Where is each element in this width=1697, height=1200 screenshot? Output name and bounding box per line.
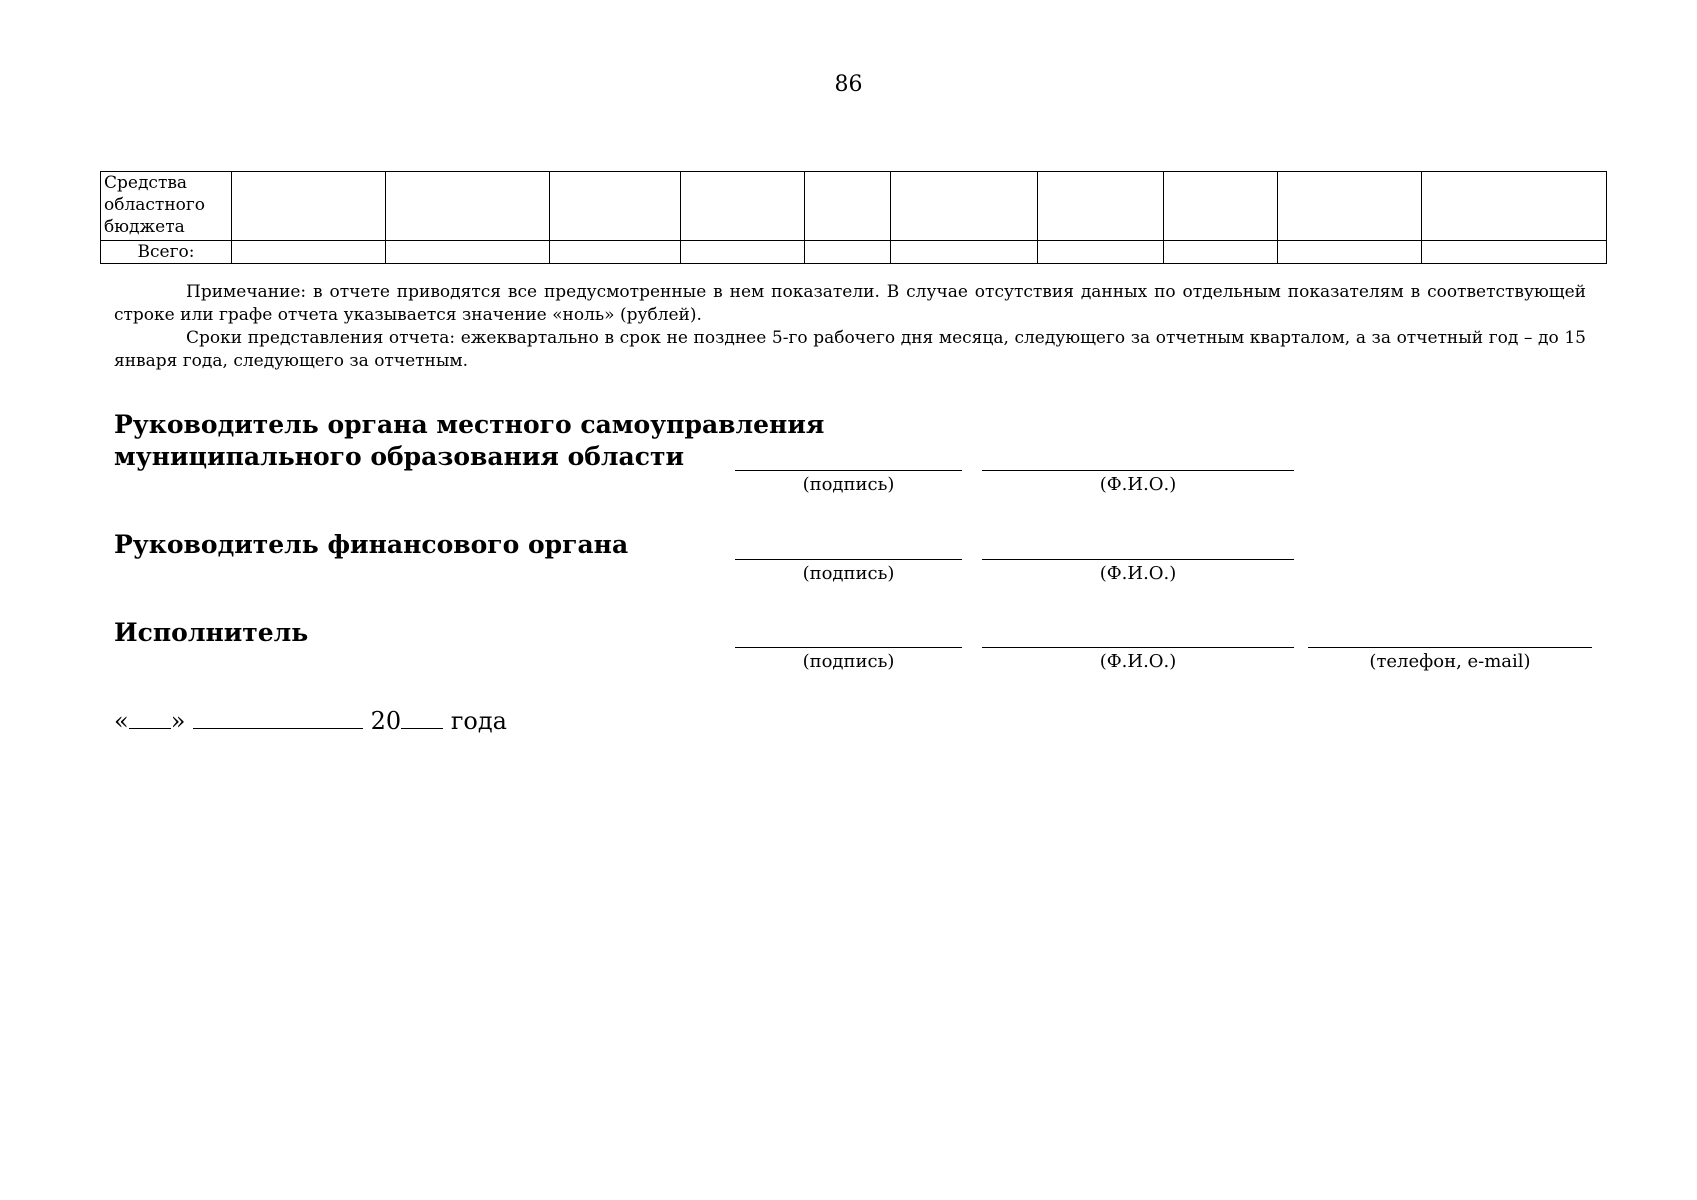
year-blank[interactable]: [401, 708, 443, 729]
table-cell: [805, 241, 891, 264]
deadline-paragraph: Сроки представления отчета: ежеквартально в срок не позднее 5-го рабочего дня месяца, следующего за отчетным кварталом, а за отчетный год – до 15 января года, следующего за отчетным.: [114, 328, 1586, 371]
executor-title: Исполнитель: [114, 618, 309, 647]
page-number: 86: [834, 72, 863, 97]
signature-line[interactable]: [735, 559, 962, 560]
table-cell: [1422, 241, 1607, 264]
table-cell: [1038, 172, 1164, 241]
table-cell: [891, 172, 1038, 241]
signature-caption: (подпись): [802, 474, 895, 495]
table-row: [101, 241, 1607, 264]
date-year-word: года: [450, 707, 507, 735]
row-label-total: Всего:: [101, 241, 232, 264]
table-row: [101, 172, 1607, 241]
signature-line[interactable]: [735, 470, 962, 471]
note-paragraph: Примечание: в отчете приводятся все предусмотренные в нем показатели. В случае отсутствия данных по отдельным показателям в соответствующей строке или графе отчета указывается значение «ноль» (рублей).: [114, 282, 1586, 325]
row-label-regional-budget: Средства областного бюджета: [101, 172, 232, 241]
table-cell: [550, 241, 681, 264]
signature-caption: (подпись): [802, 563, 895, 584]
signature-caption: (подпись): [802, 651, 895, 672]
date-line: [114, 707, 507, 735]
name-line[interactable]: [982, 647, 1294, 648]
table-cell: [1278, 241, 1422, 264]
table-cell: [1164, 241, 1278, 264]
table-cell: [681, 172, 805, 241]
table-cell: [550, 172, 681, 241]
head-of-municipality-title: Руководитель органа местного самоуправления муниципального образования области: [114, 410, 825, 471]
name-line[interactable]: [982, 559, 1294, 560]
name-caption: (Ф.И.О.): [1099, 474, 1177, 495]
head-of-finance-title: Руководитель финансового органа: [114, 530, 629, 559]
table-cell: [805, 172, 891, 241]
notes-block: [114, 281, 1586, 373]
report-table: [100, 171, 1607, 264]
table-cell: [1038, 241, 1164, 264]
table-cell: [386, 172, 550, 241]
table-cell: [891, 241, 1038, 264]
contact-line[interactable]: [1308, 647, 1592, 648]
name-caption: (Ф.И.О.): [1099, 563, 1177, 584]
date-open-quote: «: [114, 707, 129, 735]
name-line[interactable]: [982, 470, 1294, 471]
date-century: 20: [370, 707, 402, 735]
table-cell: [386, 241, 550, 264]
contact-caption: (телефон, e-mail): [1369, 651, 1531, 672]
table-cell: [1422, 172, 1607, 241]
table-cell: [1278, 172, 1422, 241]
table-cell: [232, 241, 386, 264]
month-blank[interactable]: [193, 708, 363, 729]
signature-line[interactable]: [735, 647, 962, 648]
date-close-quote: »: [170, 707, 186, 735]
day-blank[interactable]: [129, 708, 171, 729]
table-cell: [232, 172, 386, 241]
name-caption: (Ф.И.О.): [1099, 651, 1177, 672]
table-cell: [681, 241, 805, 264]
table-cell: [1164, 172, 1278, 241]
